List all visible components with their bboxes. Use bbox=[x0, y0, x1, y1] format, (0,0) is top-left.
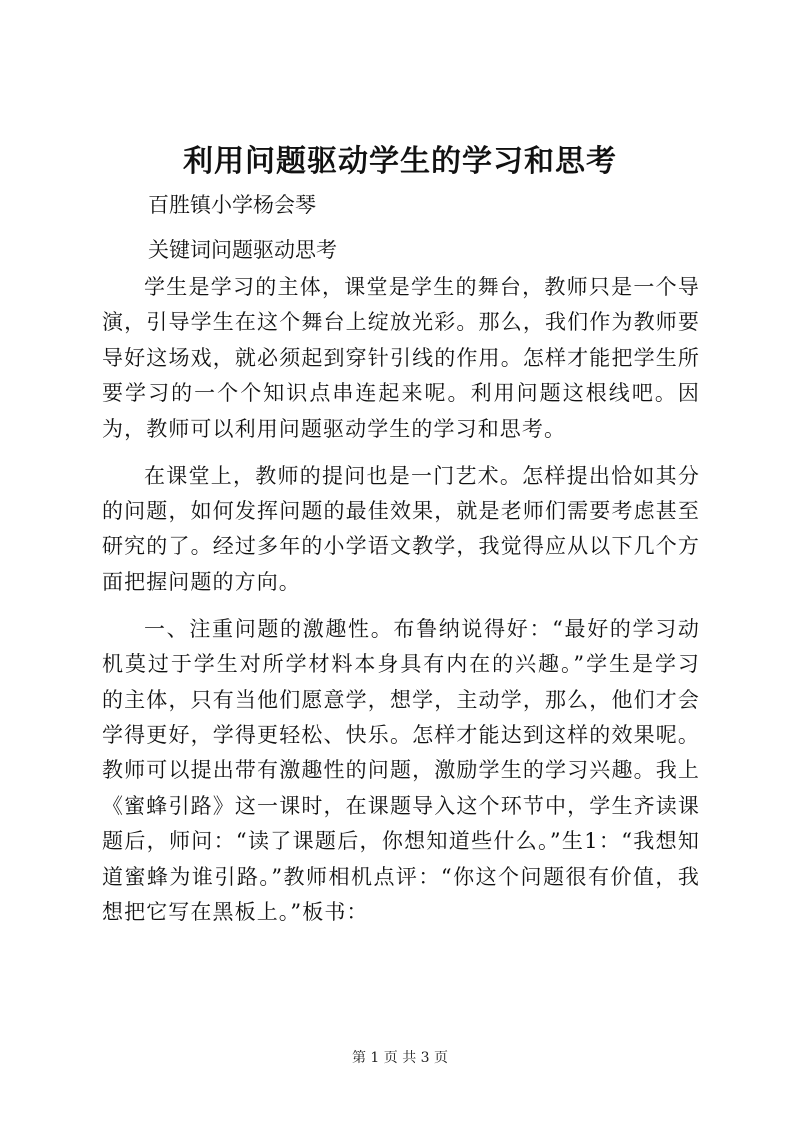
document-body bbox=[102, 270, 700, 942]
paragraph-section-one: 一、注重问题的激趣性。布鲁纳说得好：“最好的学习动机莫过于学生对所学材料本身具有内在的兴趣。”学生是学习的主体，只有当他们愿意学，想学，主动学，那么，他们才会学得更好，学得更轻松、快乐。怎样才能达到这样的效果呢。教师可以提出带有激趣性的问题，激励学生的学习兴趣。我上《蜜蜂引路》这一课时，在课题导入这个环节中，学生齐读课题后，师问：“读了课题后，你想知道些什么。”生1：“我想知道蜜蜂为谁引路。”教师相机点评：“你这个问题很有价值，我想把它写在黑板上。”板书： bbox=[102, 616, 700, 925]
paragraph-questioning-art: 在课堂上，教师的提问也是一门艺术。怎样提出恰如其分的问题，如何发挥问题的最佳效果，就是老师们需要考虑甚至研究的了。经过多年的小学语文教学，我觉得应从以下几个方面把握问题的方向。 bbox=[102, 463, 700, 594]
document-title: 利用问题驱动学生的学习和思考 bbox=[183, 144, 617, 179]
page-footer: 第 1 页 共 3 页 bbox=[351, 1050, 449, 1066]
paragraph-intro: 学生是学习的主体，课堂是学生的舞台，教师只是一个导演，引导学生在这个舞台上绽放光彩。那么，我们作为教师要导好这场戏，就必须起到穿针引线的作用。怎样才能把学生所要学习的一个个知识点串连起来呢。利用问题这根线吧。因为，教师可以利用问题驱动学生的学习和思考。 bbox=[102, 275, 700, 441]
author-line: 百胜镇小学杨会琴 bbox=[148, 193, 316, 217]
keywords-line: 关键词问题驱动思考 bbox=[148, 238, 337, 262]
